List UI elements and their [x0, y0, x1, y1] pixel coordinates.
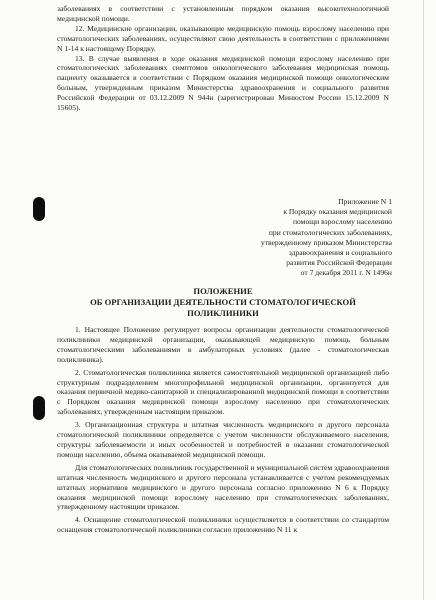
binder-hole-mark [33, 197, 45, 221]
paragraph-continuation: заболеваниях в соответствии с установленным порядком оказания высокотехнологичной медицинской помощи. [57, 4, 389, 23]
appendix-line: здравоохранения и социального [288, 248, 392, 258]
binder-hole-mark [33, 396, 45, 420]
previous-section-text [57, 4, 389, 113]
paragraph-2: 2. Стоматологическая поликлиника является самостоятельной медицинской организацией либо структурным подразделением многопрофильной медицинской организации, организуется для оказания первичной медико-санитарной и специализированной медицинской помощи в соответствии с Порядком оказания медицинской помощи взрослому населению при стоматологических заболеваниях, утвержденным настоящим приказом. [57, 367, 389, 417]
appendix-line: при стоматологических заболеваниях, [268, 227, 392, 237]
title-line: ПОЛИКЛИНИКИ [187, 308, 259, 318]
appendix-line: к Порядку оказания медицинской [283, 207, 392, 217]
page-edge-shadow [423, 0, 424, 600]
appendix-line: помощи взрослому населению [292, 217, 392, 227]
title-line: ПОЛОЖЕНИЕ [193, 286, 253, 296]
appendix-line: Приложение N 1 [338, 197, 392, 206]
appendix-header [230, 197, 392, 279]
document-title [57, 286, 389, 319]
paragraph-13: 13. В случае выявления в ходе оказания медицинской помощи взрослому населению при стоматологических заболеваниях симптомов онкологического заболевания медицинская помощь пациенту оказывается в соответствии с Порядком оказания медицинской помощи онкологическим больным, утвержденным приказом Министерства здравоохранения и социального развития Российской Федерации от 03.12.2009 N 944н (зарегистрирован Минюстом России 15.12.2009 N 15605). [57, 53, 389, 113]
paragraph-12: 12. Медицинские организации, оказывающие медицинскую помощь взрослому населению при стоматологических заболеваниях, осуществляют свою деятельность в соответствии с приложениями N 1-14 к настоящему Порядку. [57, 23, 389, 53]
paragraph-4: 4. Оснащение стоматологической поликлиники осуществляется в соответствии со стандартом оснащения стоматологической поликлиники согласно приложению N 11 к [57, 515, 389, 535]
appendix-line: утвержденному приказом Министерства [260, 237, 392, 247]
appendix-line: от 7 декабря 2011 г. N 1496н [300, 268, 392, 278]
appendix-line: развития Российской Федерации [286, 258, 392, 268]
paragraph-3: 3. Организационная структура и штатная численность медицинского и другого персонала стоматологической поликлиники определяется с учетом численности обслуживаемого населения, структуры заболеваемости и иных особенностей и потребностей в оказании стоматологической помощи населению, объема оказываемой медицинской помощи. [57, 420, 389, 459]
title-line: ОБ ОРГАНИЗАЦИИ ДЕЯТЕЛЬНОСТИ СТОМАТОЛОГИЧЕСКОЙ [90, 297, 356, 307]
paragraph-3-continued: Для стоматологических поликлиник государственной и муниципальной систем здравоохранения штатная численность медицинского и другого персонала устанавливается с учетом рекомендуемых штатных нормативов медицинского и другого персонала согласно приложению N 6 к Порядку оказания медицинской помощи взрослому населению при стоматологических заболеваниях, утвержденному настоящим приказом. [57, 462, 389, 512]
paragraph-1: 1. Настоящее Положение регулирует вопросы организации деятельности стоматологической поликлиники медицинской организации, оказывающей медицинскую помощь больным стоматологическими заболеваниями в амбулаторных условиях (далее - стоматологическая поликлиника). [57, 325, 389, 364]
regulation-body-text [57, 325, 389, 535]
